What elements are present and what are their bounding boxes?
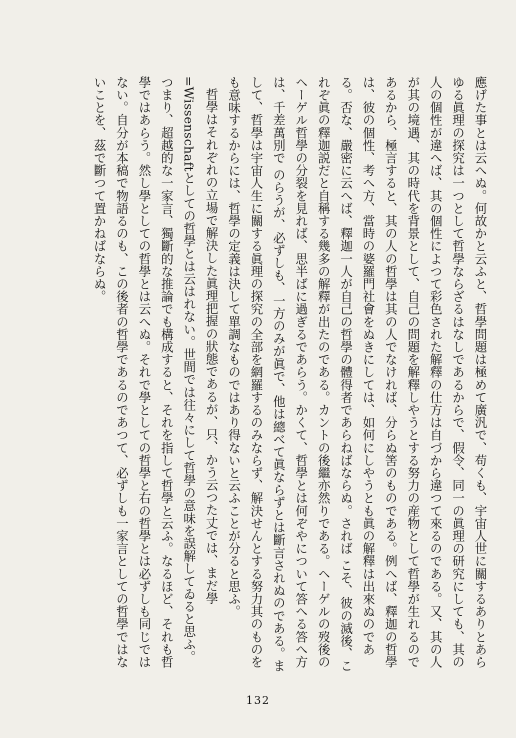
- page-number: 132: [246, 694, 270, 707]
- paragraph-2: 哲學はそれぞれの立場で解決した眞理把握の狀態であるが、只、かう云つた丈では、まだ學=Wissenschaftとしての哲學とは云はれない。世間では往々にして哲學の意味を誤解してゐると思ふ。つまり、超越的な一家言、獨斷的な推論でも構成すると、それを指して哲學と云ふ。なるほど、それも哲學ではあらう。然し學としての哲學とは云へぬ。それで學としての哲學と右の哲學とは必ずしも同じではない。自分が本稿で物語るのも、この後者の哲學であるのであつて、必ずしも一家言としての哲學ではないことを、茲で斷つて置かねばならぬ。: [92, 76, 220, 669]
- body-text: [21, 76, 491, 674]
- paragraph-1: 應げた事とは云へぬ。何故かと云ふと、哲學問題は極めて廣汎で、苟くも、宇宙人世に關するありとあらゆる眞理の探究は一つとして哲學ならざるはなしであるからで、假令、同一の眞理の研究にしても、其の人の個性が違へば、其の個性によつて彩色された解釋の仕方は自づから違つて來るのである。又、其の人が其の境遇、其の時代を背景として、自己の問題を解釋しやうとする努力の産物として哲學が生れるのであるから、極言すると、其の人の哲學は其の人でなければ、分らぬ筈のものである。例へば、釋迦の哲學は、彼の個性、考へ方、當時の婆羅門社會をぬきにしては、如何にしやうとも眞の解釋は出來ぬのである。否な、嚴密に云へば、釋迦一人が自己の哲學の體得者であらねばならぬ。されば こそ、彼の滅後、これぞ眞の釋迦説だと自稱する幾多の解釋が出たのである。カントの後繼亦然りである。ヘーゲルの歿後のヘーゲル哲學の分裂を見れば、思半ばに過ぎるであらう。かくて、哲學とは何ぞやについて答へる答へ方は、千差萬別で のらうが、必ずしも、一方のみが眞で、他は總べて眞ならずとは斷言されぬのである。まして、哲學は宇宙人生に關する眞理の探究の全部を網羅するのみならず、解決せんとする努力其のものをも意味するからには、哲學の定義は決して單調なものではあり得ないと云ふことが分ると思ふ。: [226, 76, 488, 673]
